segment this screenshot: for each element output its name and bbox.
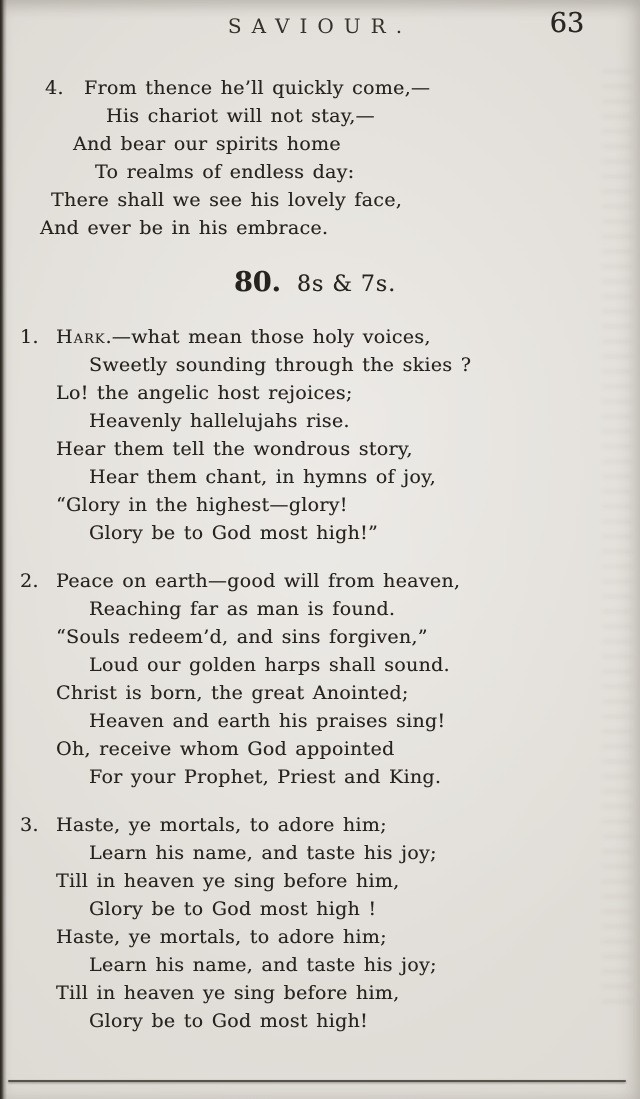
page-body — [0, 74, 640, 1035]
hymn-line: Glory be to God most high! — [89, 1010, 368, 1032]
hymn-line: From thence he’ll quickly come,— — [84, 77, 431, 99]
hymn-line: Reaching far as man is found. — [89, 598, 396, 620]
hymn-line: And ever be in his embrace. — [40, 217, 329, 239]
hymn-line: Sweetly sounding through the skies ? — [89, 354, 472, 376]
hymn-line: Lo! the angelic host rejoices; — [56, 382, 353, 404]
hymn-line: Loud our golden harps shall sound. — [89, 654, 450, 676]
verse — [20, 567, 610, 791]
hymn-line: Learn his name, and taste his joy; — [89, 842, 437, 864]
hymn-line: Glory be to God most high!” — [89, 522, 378, 544]
hymn-number: 80. — [233, 267, 281, 298]
page-number: 63 — [549, 8, 584, 39]
hymn-line: Heaven and earth his praises sing! — [89, 710, 446, 732]
verse-number: 1. — [20, 326, 39, 348]
hymn-line: His chariot will not stay,— — [106, 105, 375, 127]
verse — [20, 74, 610, 242]
running-title: SAVIOUR. — [227, 14, 413, 38]
page-header — [0, 0, 640, 60]
hymn-line: Heavenly hallelujahs rise. — [89, 410, 350, 432]
hymn-line: And bear our spirits home — [73, 133, 341, 155]
page-bottom-edge-line — [8, 1080, 626, 1082]
verse-number: 2. — [20, 570, 39, 592]
verse — [20, 323, 610, 547]
hymn-line: Learn his name, and taste his joy; — [89, 954, 437, 976]
hymn-line: Haste, ye mortals, to adore him; — [56, 814, 387, 836]
hymn-line: There shall we see his lovely face, — [51, 189, 403, 211]
hymn-line: Peace on earth—good will from heaven, — [56, 570, 461, 592]
hymn-line: Hear them tell the wondrous story, — [56, 438, 413, 460]
line-text: .—what mean those holy voices, — [105, 326, 431, 348]
hymn-meter: 8s & 7s. — [296, 272, 397, 297]
verse-number: 3. — [20, 814, 39, 836]
hymn-line: For your Prophet, Priest and King. — [89, 766, 442, 788]
smallcaps-word: Hark — [56, 326, 106, 348]
hymn-line: Hear them chant, in hymns of joy, — [89, 466, 436, 488]
hymn-line: Oh, receive whom God appointed — [56, 738, 395, 760]
hymn-heading — [20, 266, 610, 303]
verse — [20, 811, 610, 1035]
hymn-line: “Glory in the highest—glory! — [56, 494, 348, 516]
hymn-line: Till in heaven ye sing before him, — [56, 870, 400, 892]
hymn-line — [56, 323, 610, 351]
hymn-line: Christ is born, the great Anointed; — [56, 682, 409, 704]
hymn-line: Till in heaven ye sing before him, — [56, 982, 400, 1004]
verse-number: 4. — [45, 77, 64, 99]
hymn-line: Glory be to God most high ! — [89, 898, 377, 920]
hymn-line: “Souls redeem’d, and sins forgiven,” — [56, 626, 428, 648]
hymn-line: To realms of endless day: — [95, 161, 355, 183]
hymn-line: Haste, ye mortals, to adore him; — [56, 926, 387, 948]
